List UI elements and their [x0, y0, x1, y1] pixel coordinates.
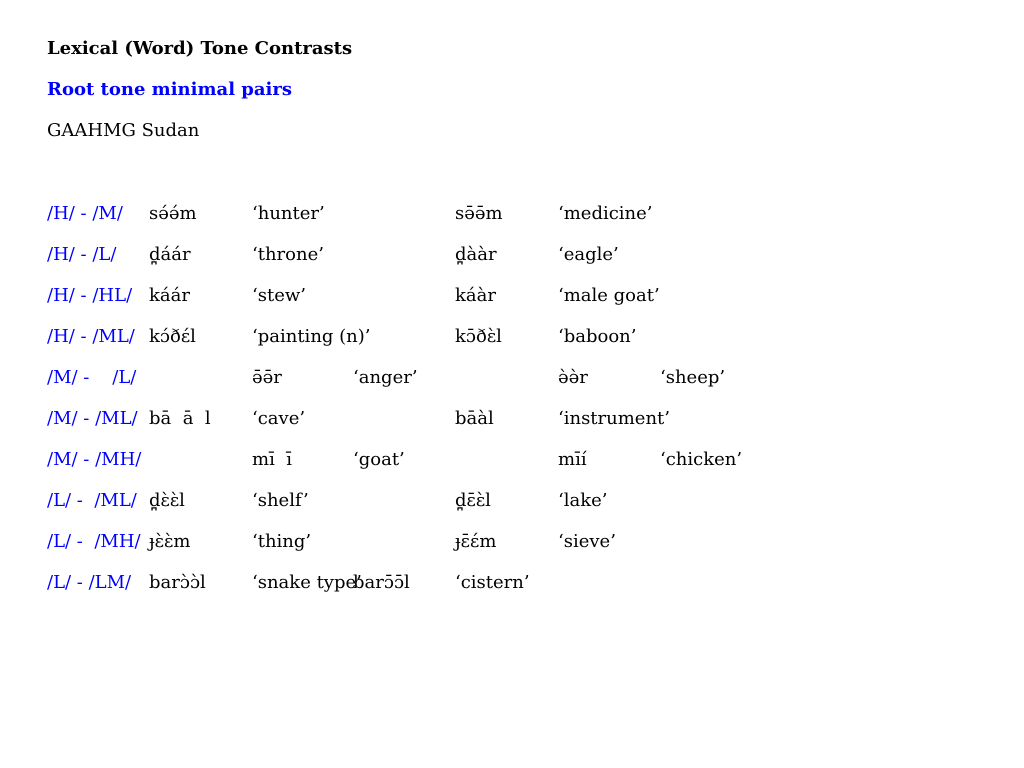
- slide-subtitle: Root tone minimal pairs: [47, 79, 293, 100]
- word-2: d̪ààr: [455, 244, 497, 265]
- word-2: kɔ̄ðɛ̀l: [455, 326, 502, 347]
- gloss-1: ‘stew’: [252, 285, 306, 306]
- gloss-2: ‘medicine’: [558, 203, 653, 224]
- word-1: kɔ́ðɛ́l: [149, 326, 196, 347]
- minimal-pair-row: [0, 489, 1024, 519]
- tone-pair-label: /H/ - /M/: [47, 203, 123, 224]
- minimal-pair-row: [0, 571, 1024, 601]
- word-2: káàr: [455, 285, 496, 306]
- gloss-2: ‘sheep’: [660, 367, 726, 388]
- gloss-1: ‘shelf’: [252, 490, 309, 511]
- word-1: ɟɛ̀ɛ̀m: [149, 531, 191, 552]
- minimal-pair-row: [0, 243, 1024, 273]
- gloss-2: ‘cistern’: [455, 572, 530, 593]
- gloss-2: ‘sieve’: [558, 531, 616, 552]
- word-1: barɔ̀ɔ̀l: [149, 572, 206, 593]
- gloss-1: ‘anger’: [353, 367, 418, 388]
- word-1: ə̄ə̄r: [252, 367, 282, 388]
- gloss-1: ‘throne’: [252, 244, 324, 265]
- gloss-1: ‘hunter’: [252, 203, 325, 224]
- tone-pair-label: /M/ - /ML/: [47, 408, 138, 429]
- gloss-1: ‘snake type’: [252, 572, 362, 593]
- gloss-1: ‘cave’: [252, 408, 306, 429]
- word-1: sə́ə́m: [149, 203, 197, 224]
- word-1: mī ī: [252, 449, 293, 470]
- word-2: ɟɛ̄ɛ́m: [455, 531, 497, 552]
- minimal-pair-row: [0, 284, 1024, 314]
- word-2: ə̀ə̀r: [558, 367, 588, 388]
- minimal-pair-row: [0, 407, 1024, 437]
- gloss-2: ‘chicken’: [660, 449, 743, 470]
- word-2: barɔ̄ɔ̄l: [353, 572, 410, 593]
- gloss-1: ‘goat’: [353, 449, 405, 470]
- tone-pair-label: /L/ - /MH/: [47, 531, 141, 552]
- word-2: mīí: [558, 449, 587, 470]
- word-2: d̪ɛ̄ɛ̀l: [455, 490, 491, 511]
- tone-pair-label: /H/ - /ML/: [47, 326, 135, 347]
- tone-pair-label: /L/ - /ML/: [47, 490, 137, 511]
- gloss-2: ‘male goat’: [558, 285, 660, 306]
- gloss-2: ‘instrument’: [558, 408, 671, 429]
- tone-pair-label: /M/ - /L/: [47, 367, 137, 388]
- gloss-1: ‘painting (n)’: [252, 326, 371, 347]
- tone-pair-label: /L/ - /LM/: [47, 572, 132, 593]
- word-1: d̪áár: [149, 244, 191, 265]
- word-1: káár: [149, 285, 190, 306]
- minimal-pair-row: [0, 448, 1024, 478]
- gloss-1: ‘thing’: [252, 531, 312, 552]
- gloss-2: ‘eagle’: [558, 244, 619, 265]
- gloss-2: ‘baboon’: [558, 326, 637, 347]
- word-1: d̪ɛ̀ɛ̀l: [149, 490, 185, 511]
- slide-title: Lexical (Word) Tone Contrasts: [47, 38, 353, 59]
- language-location: GAAHMG Sudan: [47, 120, 200, 141]
- minimal-pair-row: [0, 202, 1024, 232]
- word-2: sə̄ə̄m: [455, 203, 503, 224]
- word-1: bā ā l: [149, 408, 211, 429]
- tone-pair-label: /H/ - /L/: [47, 244, 117, 265]
- minimal-pair-row: [0, 325, 1024, 355]
- word-2: bāàl: [455, 408, 494, 429]
- minimal-pair-row: [0, 366, 1024, 396]
- minimal-pair-row: [0, 530, 1024, 560]
- gloss-2: ‘lake’: [558, 490, 608, 511]
- tone-pair-label: /H/ - /HL/: [47, 285, 133, 306]
- tone-pair-label: /M/ - /MH/: [47, 449, 142, 470]
